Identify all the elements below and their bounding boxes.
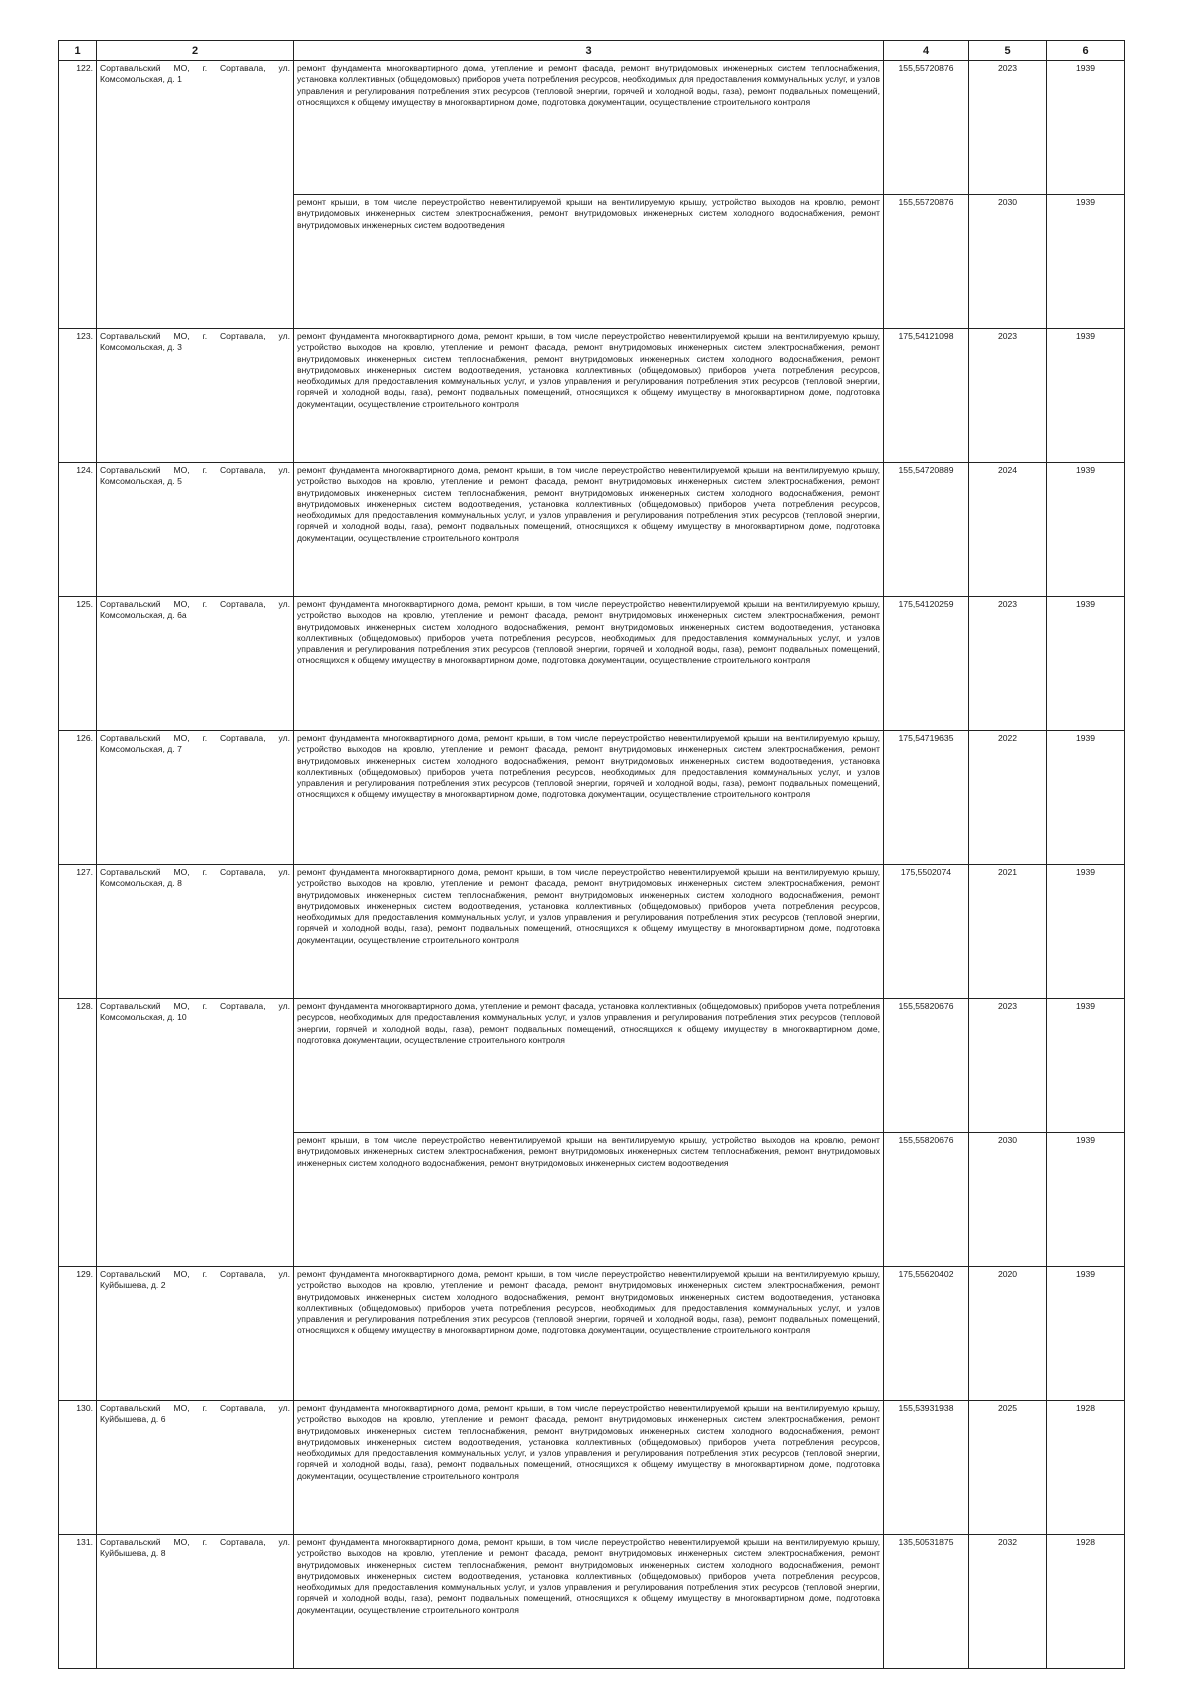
work-description: ремонт фундамента многоквартирного дома, ремонт крыши, в том числе переустройство невентилируемой крыши на вентилируемую крышу, устройство выходов на кровлю, утепление и ремонт фасада, ремонт внутридомовых инженерных систем электроснабжения, ремонт внутридомовых инженерных систем теплоснабжения, ремонт внутридомовых инженерных систем холодного водоснабжения, ремонт внутридомовых инженерных систем водоотведения, установка коллективных (общедомовых) приборов учета потребления ресурсов, необходимых для предоставления коммунальных услуг, и узлов управления и регулирования потребления этих ресурсов (тепловой энергии, горячей и холодной воды, газа), ремонт подвальных помещений, относящихся к общему имуществу в многоквартирном доме, подготовка документации, осуществление строительного контроля <box>294 463 884 597</box>
building-address: Сортавальский МО, г. Сортавала, ул. Комсомольская, д. 10 <box>97 999 294 1267</box>
row-number: 129. <box>59 1267 97 1401</box>
work-cost: 175,55620402 <box>884 1267 969 1401</box>
planned-year: 2023 <box>969 329 1047 463</box>
work-description: ремонт фундамента многоквартирного дома, ремонт крыши, в том числе переустройство невентилируемой крыши на вентилируемую крышу, устройство выходов на кровлю, утепление и ремонт фасада, ремонт внутридомовых инженерных систем электроснабжения, ремонт внутридомовых инженерных систем холодного водоснабжения, ремонт внутридомовых инженерных систем водоотведения, установка коллективных (общедомовых) приборов учета потребления ресурсов, необходимых для предоставления коммунальных услуг, и узлов управления и регулирования потребления этих ресурсов (тепловой энергии, горячей и холодной воды, газа), ремонт подвальных помещений, относящихся к общему имуществу в многоквартирном доме, подготовка документации, осуществление строительного контроля <box>294 597 884 731</box>
work-description: ремонт фундамента многоквартирного дома, ремонт крыши, в том числе переустройство невентилируемой крыши на вентилируемую крышу, устройство выходов на кровлю, утепление и ремонт фасада, ремонт внутридомовых инженерных систем электроснабжения, ремонт внутридомовых инженерных систем холодного водоснабжения, ремонт внутридомовых инженерных систем водоотведения, установка коллективных (общедомовых) приборов учета потребления ресурсов, необходимых для предоставления коммунальных услуг, и узлов управления и регулирования потребления этих ресурсов (тепловой энергии, горячей и холодной воды, газа), ремонт подвальных помещений, относящихся к общему имуществу в многоквартирном доме, подготовка документации, осуществление строительного контроля <box>294 731 884 865</box>
planned-year: 2024 <box>969 463 1047 597</box>
work-description: ремонт фундамента многоквартирного дома, ремонт крыши, в том числе переустройство невентилируемой крыши на вентилируемую крышу, устройство выходов на кровлю, утепление и ремонт фасада, ремонт внутридомовых инженерных систем электроснабжения, ремонт внутридомовых инженерных систем теплоснабжения, ремонт внутридомовых инженерных систем холодного водоснабжения, ремонт внутридомовых инженерных систем водоотведения, установка коллективных (общедомовых) приборов учета потребления ресурсов, необходимых для предоставления коммунальных услуг, и узлов управления и регулирования потребления этих ресурсов (тепловой энергии, горячей и холодной воды, газа), ремонт подвальных помещений, относящихся к общему имуществу в многоквартирном доме, подготовка документации, осуществление строительного контроля <box>294 329 884 463</box>
work-cost: 175,54719635 <box>884 731 969 865</box>
build-year: 1939 <box>1047 463 1125 597</box>
table-row <box>59 597 1125 731</box>
header-col-4: 4 <box>884 41 969 61</box>
building-address: Сортавальский МО, г. Сортавала, ул. Комсомольская, д. 7 <box>97 731 294 865</box>
row-number: 124. <box>59 463 97 597</box>
planned-year: 2023 <box>969 61 1047 195</box>
work-description: ремонт крыши, в том числе переустройство невентилируемой крыши на вентилируемую крышу, устройство выходов на кровлю, ремонт внутридомовых инженерных систем электроснабжения, ремонт внутридомовых инженерных систем холодного водоснабжения, ремонт внутридомовых инженерных систем водоотведения <box>294 195 884 329</box>
building-address: Сортавальский МО, г. Сортавала, ул. Комсомольская, д. 3 <box>97 329 294 463</box>
building-address: Сортавальский МО, г. Сортавала, ул. Комсомольская, д. 1 <box>97 61 294 329</box>
header-col-6: 6 <box>1047 41 1125 61</box>
header-col-3: 3 <box>294 41 884 61</box>
build-year: 1939 <box>1047 195 1125 329</box>
table-body <box>59 61 1125 1669</box>
building-address: Сортавальский МО, г. Сортавала, ул. Куйбышева, д. 2 <box>97 1267 294 1401</box>
building-address: Сортавальский МО, г. Сортавала, ул. Куйбышева, д. 8 <box>97 1535 294 1669</box>
row-number: 123. <box>59 329 97 463</box>
building-address: Сортавальский МО, г. Сортавала, ул. Куйбышева, д. 6 <box>97 1401 294 1535</box>
building-address: Сортавальский МО, г. Сортавала, ул. Комсомольская, д. 5 <box>97 463 294 597</box>
build-year: 1928 <box>1047 1401 1125 1535</box>
planned-year: 2023 <box>969 999 1047 1133</box>
work-cost: 175,54120259 <box>884 597 969 731</box>
work-cost: 155,55720876 <box>884 61 969 195</box>
header-col-1: 1 <box>59 41 97 61</box>
planned-year: 2030 <box>969 1133 1047 1267</box>
work-description: ремонт фундамента многоквартирного дома, утепление и ремонт фасада, ремонт внутридомовых инженерных систем теплоснабжения, установка коллективных (общедомовых) приборов учета потребления ресурсов, необходимых для предоставления коммунальных услуг, и узлов управления и регулирования потребления этих ресурсов (тепловой энергии, горячей и холодной воды, газа), ремонт подвальных помещений, относящихся к общему имуществу в многоквартирном доме, подготовка документации, осуществление строительного контроля <box>294 61 884 195</box>
table-row <box>59 865 1125 999</box>
work-cost: 155,53931938 <box>884 1401 969 1535</box>
header-col-5: 5 <box>969 41 1047 61</box>
work-cost: 175,5502074 <box>884 865 969 999</box>
planned-year: 2022 <box>969 731 1047 865</box>
planned-year: 2021 <box>969 865 1047 999</box>
table-row <box>59 1535 1125 1669</box>
work-cost: 155,55820676 <box>884 1133 969 1267</box>
header-col-2: 2 <box>97 41 294 61</box>
table-row <box>59 731 1125 865</box>
planned-year: 2032 <box>969 1535 1047 1669</box>
row-number: 127. <box>59 865 97 999</box>
row-number: 122. <box>59 61 97 329</box>
capital-repair-table <box>58 40 1125 1669</box>
build-year: 1939 <box>1047 999 1125 1133</box>
work-cost: 135,50531875 <box>884 1535 969 1669</box>
build-year: 1939 <box>1047 731 1125 865</box>
row-number: 131. <box>59 1535 97 1669</box>
work-cost: 155,55720876 <box>884 195 969 329</box>
build-year: 1939 <box>1047 61 1125 195</box>
row-number: 125. <box>59 597 97 731</box>
work-description: ремонт фундамента многоквартирного дома, утепление и ремонт фасада, установка коллективных (общедомовых) приборов учета потребления ресурсов, необходимых для предоставления коммунальных услуг, и узлов управления и регулирования потребления этих ресурсов (тепловой энергии, горячей и холодной воды, газа), ремонт подвальных помещений, относящихся к общему имуществу в многоквартирном доме, подготовка документации, осуществление строительного контроля <box>294 999 884 1133</box>
planned-year: 2023 <box>969 597 1047 731</box>
table-row <box>59 1401 1125 1535</box>
build-year: 1939 <box>1047 329 1125 463</box>
building-address: Сортавальский МО, г. Сортавала, ул. Комсомольская, д. 6а <box>97 597 294 731</box>
work-cost: 155,54720889 <box>884 463 969 597</box>
building-address: Сортавальский МО, г. Сортавала, ул. Комсомольская, д. 8 <box>97 865 294 999</box>
work-description: ремонт крыши, в том числе переустройство невентилируемой крыши на вентилируемую крышу, устройство выходов на кровлю, ремонт внутридомовых инженерных систем электроснабжения, ремонт внутридомовых инженерных систем теплоснабжения, ремонт внутридомовых инженерных систем холодного водоснабжения, ремонт внутридомовых инженерных систем водоотведения <box>294 1133 884 1267</box>
table-row <box>59 61 1125 195</box>
work-description: ремонт фундамента многоквартирного дома, ремонт крыши, в том числе переустройство невентилируемой крыши на вентилируемую крышу, устройство выходов на кровлю, утепление и ремонт фасада, ремонт внутридомовых инженерных систем электроснабжения, ремонт внутридомовых инженерных систем теплоснабжения, ремонт внутридомовых инженерных систем холодного водоснабжения, ремонт внутридомовых инженерных систем водоотведения, установка коллективных (общедомовых) приборов учета потребления ресурсов, необходимых для предоставления коммунальных услуг, и узлов управления и регулирования потребления этих ресурсов (тепловой энергии, горячей и холодной воды, газа), ремонт подвальных помещений, относящихся к общему имуществу в многоквартирном доме, подготовка документации, осуществление строительного контроля <box>294 1401 884 1535</box>
build-year: 1928 <box>1047 1535 1125 1669</box>
row-number: 128. <box>59 999 97 1267</box>
planned-year: 2030 <box>969 195 1047 329</box>
header-row <box>59 41 1125 61</box>
table-row <box>59 999 1125 1133</box>
work-cost: 175,54121098 <box>884 329 969 463</box>
row-number: 126. <box>59 731 97 865</box>
work-cost: 155,55820676 <box>884 999 969 1133</box>
build-year: 1939 <box>1047 865 1125 999</box>
row-number: 130. <box>59 1401 97 1535</box>
work-description: ремонт фундамента многоквартирного дома, ремонт крыши, в том числе переустройство невентилируемой крыши на вентилируемую крышу, устройство выходов на кровлю, утепление и ремонт фасада, ремонт внутридомовых инженерных систем электроснабжения, ремонт внутридомовых инженерных систем теплоснабжения, ремонт внутридомовых инженерных систем холодного водоснабжения, ремонт внутридомовых инженерных систем водоотведения, установка коллективных (общедомовых) приборов учета потребления ресурсов, необходимых для предоставления коммунальных услуг, и узлов управления и регулирования потребления этих ресурсов (тепловой энергии, горячей и холодной воды, газа), ремонт подвальных помещений, относящихся к общему имуществу в многоквартирном доме, подготовка документации, осуществление строительного контроля <box>294 865 884 999</box>
build-year: 1939 <box>1047 1133 1125 1267</box>
table-row <box>59 463 1125 597</box>
work-description: ремонт фундамента многоквартирного дома, ремонт крыши, в том числе переустройство невентилируемой крыши на вентилируемую крышу, устройство выходов на кровлю, утепление и ремонт фасада, ремонт внутридомовых инженерных систем электроснабжения, ремонт внутридомовых инженерных систем теплоснабжения, ремонт внутридомовых инженерных систем холодного водоснабжения, ремонт внутридомовых инженерных систем водоотведения, установка коллективных (общедомовых) приборов учета потребления ресурсов, необходимых для предоставления коммунальных услуг, и узлов управления и регулирования потребления этих ресурсов (тепловой энергии, горячей и холодной воды, газа), ремонт подвальных помещений, относящихся к общему имуществу в многоквартирном доме, подготовка документации, осуществление строительного контроля <box>294 1535 884 1669</box>
planned-year: 2020 <box>969 1267 1047 1401</box>
table-row <box>59 329 1125 463</box>
table-row <box>59 1267 1125 1401</box>
build-year: 1939 <box>1047 597 1125 731</box>
planned-year: 2025 <box>969 1401 1047 1535</box>
build-year: 1939 <box>1047 1267 1125 1401</box>
work-description: ремонт фундамента многоквартирного дома, ремонт крыши, в том числе переустройство невентилируемой крыши на вентилируемую крышу, устройство выходов на кровлю, утепление и ремонт фасада, ремонт внутридомовых инженерных систем электроснабжения, ремонт внутридомовых инженерных систем холодного водоснабжения, ремонт внутридомовых инженерных систем водоотведения, установка коллективных (общедомовых) приборов учета потребления ресурсов, необходимых для предоставления коммунальных услуг, и узлов управления и регулирования потребления этих ресурсов (тепловой энергии, горячей и холодной воды, газа), ремонт подвальных помещений, относящихся к общему имуществу в многоквартирном доме, подготовка документации, осуществление строительного контроля <box>294 1267 884 1401</box>
